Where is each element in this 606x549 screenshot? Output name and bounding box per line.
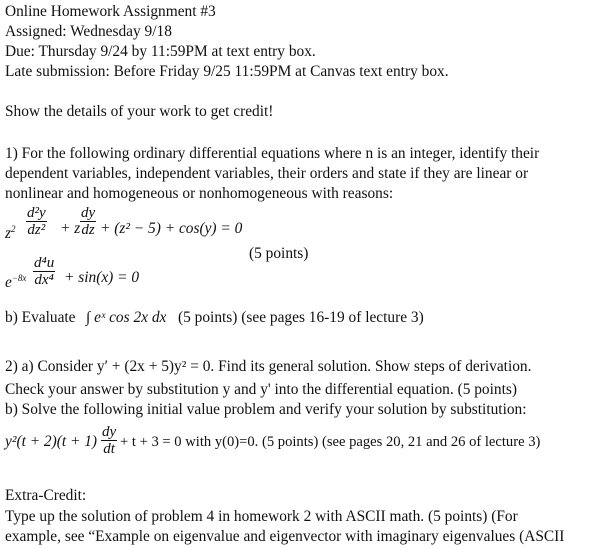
q1-intro-line-3: nonlinear and homogeneous or nonhomogeneous with reasons: — [5, 185, 394, 202]
extra-credit-line-1: Type up the solution of problem 4 in homework 2 with ASCII math. (5 points) (For — [5, 508, 518, 525]
q2b-eq-prefix: y²(t + 2)(t + 1) — [5, 433, 98, 450]
eq1-fraction-1 — [26, 205, 47, 238]
extra-credit-line-2: example, see “Example on eigenvalue and eigenvector with imaginary eigenvalues (ASCII — [5, 528, 565, 545]
q2b-frac-num: dy — [102, 424, 117, 440]
eq2-frac-num: d⁴u — [34, 255, 55, 271]
q2a-line-1: 2) a) Consider y′ + (2x + 5)y² = 0. Find its general solution. Show steps of derivation. — [5, 358, 532, 375]
q2b-eq-rest: + t + 3 = 0 with y(0)=0. (5 points) (see pages 20, 21 and 26 of lecture 3) — [120, 434, 541, 450]
eq1-prefix: $z^2$ — [5, 224, 16, 243]
q1b-integral: ∫ eˣ cos 2x dx — [86, 309, 167, 326]
q2b-fraction — [101, 424, 117, 457]
q1b-rest: (5 points) (see pages 16-19 of lecture 3) — [178, 309, 424, 326]
eq1-mid: + z — [60, 220, 81, 237]
eq2-fraction — [33, 255, 55, 288]
instruction-text: Show the details of your work to get credit! — [5, 103, 274, 120]
eq1-frac1-den: dz² — [27, 222, 46, 238]
q2a-line-2: Check your answer by substitution y and y' into the differential equation. (5 points) — [5, 381, 517, 398]
q2b-frac-den: dt — [103, 441, 115, 457]
eq1-frac2-num: dy — [81, 205, 96, 221]
q2b-line-1: b) Solve the following initial value problem and verify your solution by substitution: — [5, 401, 527, 418]
eq1-rest: + (z² − 5) + cos(y) = 0 — [100, 220, 243, 237]
due-date: Due: Thursday 9/24 by 11:59PM at text entry box. — [5, 43, 316, 60]
assignment-title: Online Homework Assignment #3 — [5, 3, 216, 20]
eq2-prefix: $e^{-8x}$ — [5, 273, 27, 292]
eq1-fraction-2 — [80, 205, 96, 238]
eq2-frac-den: dx⁴ — [34, 272, 54, 288]
q1b-label: b) Evaluate — [5, 309, 76, 326]
eq1-frac2-den: dz — [81, 222, 95, 238]
late-submission: Late submission: Before Friday 9/25 11:59PM at Canvas text entry box. — [5, 63, 449, 80]
eq1-frac1-num: d²y — [27, 205, 46, 221]
assigned-date: Assigned: Wednesday 9/18 — [5, 23, 172, 40]
q1-intro-line-2: dependent variables, independent variables, their orders and state if they are linear or — [5, 165, 529, 182]
eq2-rest: + sin(x) = 0 — [64, 269, 140, 286]
extra-credit-heading: Extra-Credit: — [5, 487, 87, 504]
q1-points: (5 points) — [249, 245, 309, 262]
q1-intro-line-1: 1) For the following ordinary differential equations where n is an integer, identify their — [5, 145, 540, 162]
